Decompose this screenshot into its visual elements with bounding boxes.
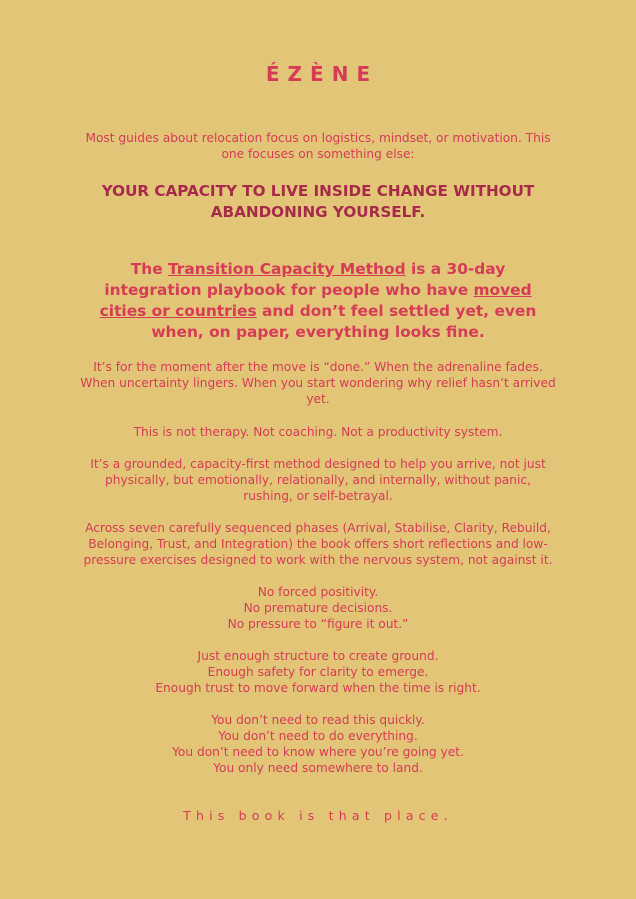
need-list-item: You only need somewhere to land. bbox=[213, 761, 423, 775]
method-link-moved-cities[interactable]: moved cities or countries bbox=[99, 281, 532, 320]
paragraph-grounded: It’s a grounded, capacity-first method designed to help you arrive, not just physically, but emotionally, relationally, and internally, without panic, rushing, or self-betrayal. bbox=[90, 457, 546, 503]
intro-text: Most guides about relocation focus on logistics, mindset, or motivation. This one focuses on something else: bbox=[85, 131, 551, 161]
no-list-item: No premature decisions. bbox=[243, 601, 393, 615]
method-text-2: is a 30-day integration playbook for people who have bbox=[104, 260, 506, 299]
enough-list bbox=[80, 648, 556, 696]
method-text-1: The bbox=[130, 260, 168, 278]
headline: YOUR CAPACITY TO LIVE INSIDE CHANGE WITHOUT ABANDONING YOURSELF. bbox=[101, 182, 535, 221]
need-list-item: You don’t need to read this quickly. bbox=[211, 713, 425, 727]
need-list-item: You don’t need to do everything. bbox=[218, 729, 418, 743]
enough-list-item: Enough trust to move forward when the time is right. bbox=[155, 681, 481, 695]
paragraph-phases: Across seven carefully sequenced phases (Arrival, Stabilise, Clarity, Rebuild, Belonging, Trust, and Integration) the book offers short reflections and low-pressure exercises designed to work with the nervous system, not against it. bbox=[83, 521, 553, 567]
no-list-item: No forced positivity. bbox=[257, 585, 379, 599]
enough-list-item: Enough safety for clarity to emerge. bbox=[207, 665, 429, 679]
brand-title: ÉZÈNE bbox=[265, 62, 379, 86]
method-statement bbox=[80, 259, 556, 343]
no-list bbox=[80, 584, 556, 632]
paragraph-not-therapy: This is not therapy. Not coaching. Not a productivity system. bbox=[133, 425, 503, 439]
need-list-item: You don’t need to know where you’re going yet. bbox=[172, 745, 464, 759]
closing-line: This book is that place. bbox=[183, 808, 453, 823]
need-list bbox=[80, 712, 556, 776]
method-link-transition-capacity[interactable]: Transition Capacity Method bbox=[168, 260, 406, 278]
enough-list-item: Just enough structure to create ground. bbox=[197, 649, 439, 663]
method-text-3: and don’t feel settled yet, even when, on paper, everything looks fine. bbox=[151, 302, 537, 341]
paragraph-moment: It’s for the moment after the move is “done.” When the adrenaline fades. When uncertainty lingers. When you start wondering why relief hasn’t arrived yet. bbox=[80, 360, 556, 406]
no-list-item: No pressure to “figure it out.” bbox=[227, 617, 409, 631]
